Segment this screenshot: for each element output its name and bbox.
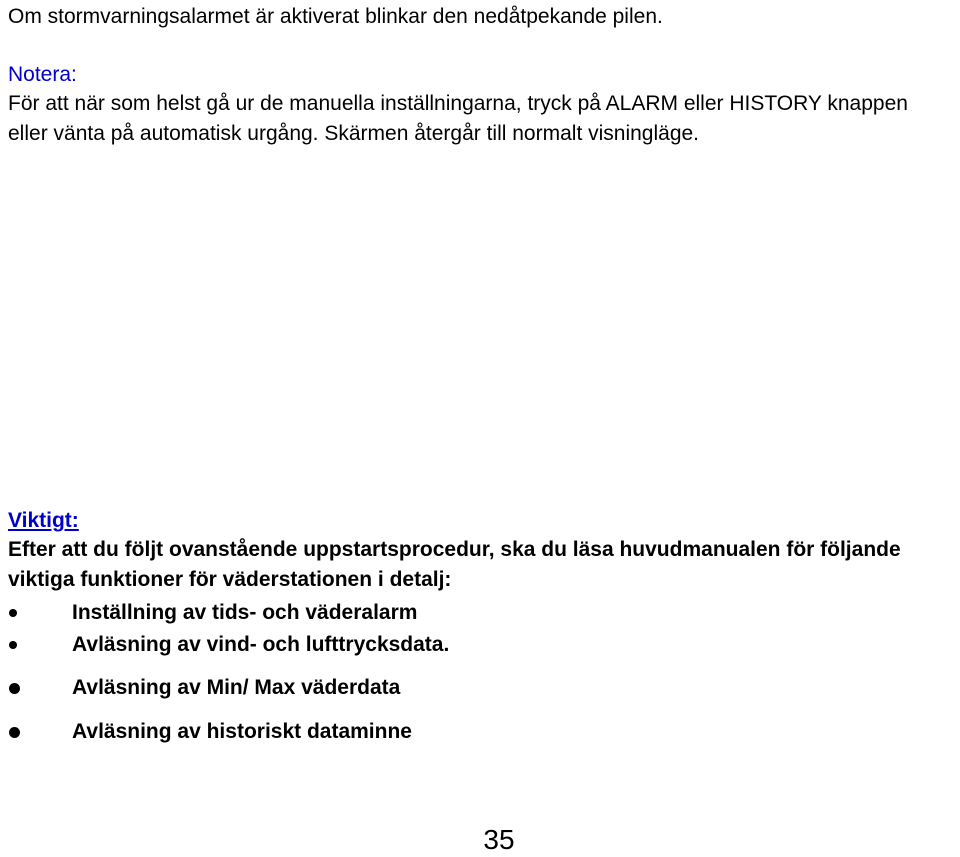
bullet-text: Avläsning av vind- och lufttrycksdata. [72,633,450,656]
bullet-text: Avläsning av historiskt dataminne [72,720,412,743]
bullet-icon [9,609,17,617]
note-paragraph: För att när som helst gå ur de manuella inställningarna, tryck på ALARM eller HISTORY knappen eller vänta på automatisk urgång. Skärmen återgår till normalt visningläge. [8,92,908,145]
important-paragraph: Efter att du följt ovanstående uppstartsprocedur, ska du läsa huvudmanualen för följande viktiga funktioner för väderstationen i detalj: [8,538,901,591]
note-heading: Notera: [8,63,77,86]
intro-paragraph: Om stormvarningsalarmet är aktiverat blinkar den nedåtpekande pilen. [8,5,663,28]
bullet-icon [9,727,20,738]
bullet-icon [9,641,17,649]
bullet-icon [9,683,20,694]
page-number: 35 [483,824,515,855]
bullet-text: Avläsning av Min/ Max väderdata [72,676,401,699]
bullet-text: Inställning av tids- och väderalarm [72,601,418,624]
important-heading: Viktigt: [8,509,79,532]
